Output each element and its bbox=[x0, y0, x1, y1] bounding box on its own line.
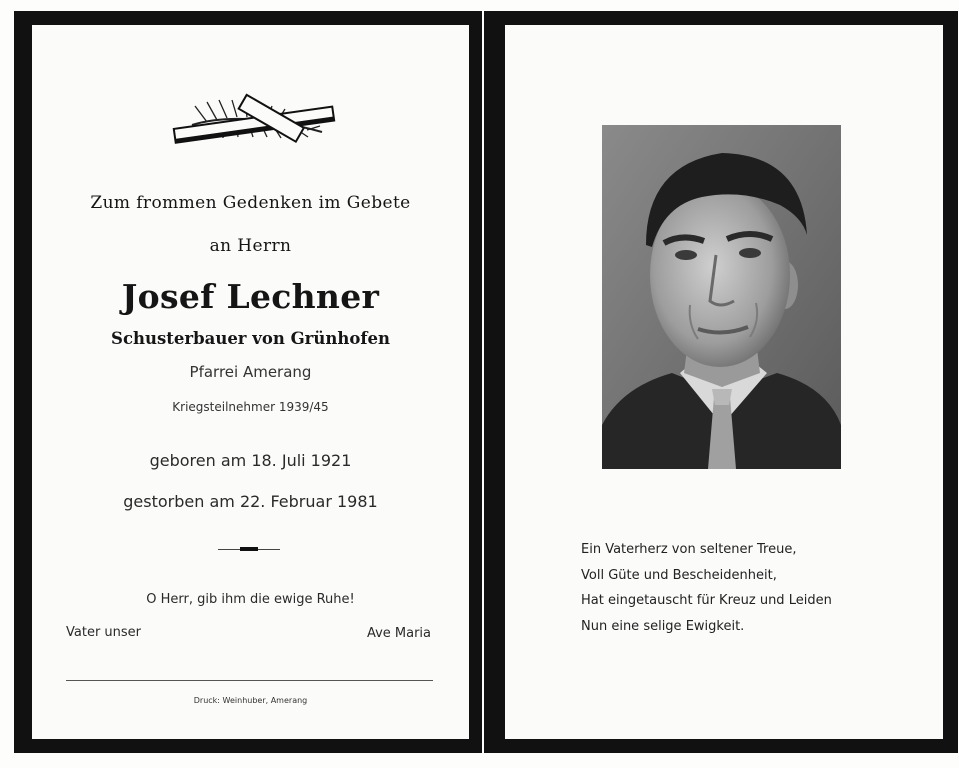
dedication-text: Zum frommen Gedenken im Gebete bbox=[90, 193, 411, 213]
prayer-vater-unser: Vater unser bbox=[66, 625, 142, 640]
footer-rule bbox=[66, 680, 433, 681]
ornamental-divider bbox=[218, 549, 280, 550]
portrait-photo bbox=[602, 125, 841, 469]
poem-line: Hat eingetauscht für Kreuz und Leiden bbox=[581, 593, 832, 608]
left-card-panel bbox=[32, 25, 469, 739]
poem-line: Nun eine selige Ewigkeit. bbox=[581, 618, 745, 634]
right-card-border bbox=[484, 11, 958, 753]
poem-line: Ein Vaterherz von seltener Treue, bbox=[581, 542, 797, 557]
printer-credit: Druck: Weinhuber, Amerang bbox=[193, 696, 308, 705]
cross-with-palm-icon bbox=[152, 80, 352, 160]
memorial-poem bbox=[581, 537, 832, 639]
death-date: gestorben am 22. Februar 1981 bbox=[123, 492, 378, 511]
parish-text: Pfarrei Amerang bbox=[189, 363, 312, 381]
left-card-border bbox=[14, 11, 482, 753]
prayer-line: O Herr, gib ihm die ewige Ruhe! bbox=[146, 592, 355, 607]
occupation-text: Schusterbauer von Grünhofen bbox=[111, 329, 390, 348]
poem-line: Voll Güte und Bescheidenheit, bbox=[581, 567, 777, 583]
prayer-ave-maria: Ave Maria bbox=[366, 626, 431, 641]
deceased-name: Josef Lechner bbox=[121, 277, 380, 316]
veteran-text: Kriegsteilnehmer 1939/45 bbox=[172, 400, 329, 414]
birth-date: geboren am 18. Juli 1921 bbox=[149, 451, 352, 470]
salutation-text: an Herrn bbox=[209, 236, 292, 256]
right-card-panel bbox=[505, 25, 943, 739]
